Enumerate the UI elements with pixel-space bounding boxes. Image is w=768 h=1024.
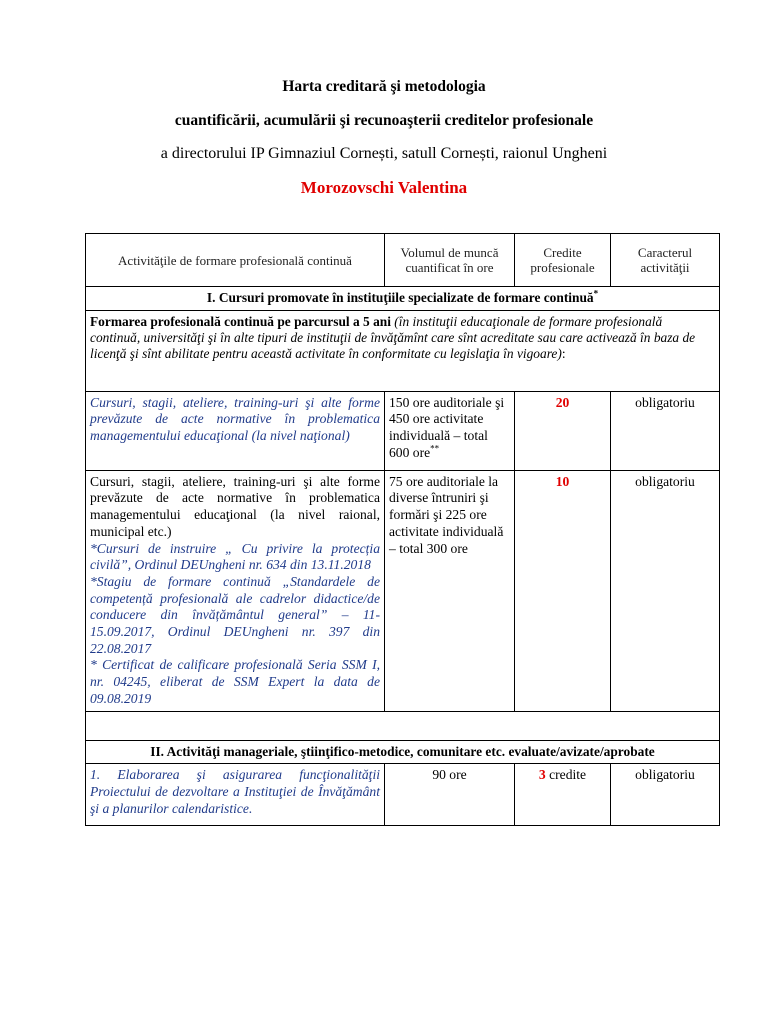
column-header-activities: Activităţile de formare profesională continuă (86, 234, 385, 287)
credit-table (85, 233, 720, 826)
table-row (86, 470, 720, 711)
row2-hours: 75 ore auditoriale la diverse întruniri şi formări şi 225 ore activitate individuală – total 300 ore (385, 470, 515, 711)
column-header-type: Caracterul activităţii (611, 234, 720, 287)
section1-title: I. Cursuri promovate în instituţiile specializate de formare continuă* (86, 287, 720, 311)
section-row (86, 740, 720, 764)
section2-title: II. Activităţi manageriale, ştiinţifico-metodice, comunitare etc. evaluate/avizate/aprobate (86, 740, 720, 764)
row1-activity: Cursuri, stagii, ateliere, training-uri şi alte forme prevăzute de acte normative în problematica managementului educaţional (la nivel naţional) (86, 391, 385, 470)
row1-type: obligatoriu (611, 391, 720, 470)
table-header-row (86, 234, 720, 287)
row3-hours: 90 ore (385, 764, 515, 826)
row3-type: obligatoriu (611, 764, 720, 826)
table-row (86, 764, 720, 826)
row2-type: obligatoriu (611, 470, 720, 711)
section-row (86, 287, 720, 311)
row2-evidence-2: *Stagiu de formare continuă „Standardele de competență profesională ale cadrelor didactice/de conducere din învățământul general” – 11-15.09.2017, Ordinul DEUngheni nr. 397 din 22.08.2017 (90, 573, 380, 656)
document-subtitle: a directorului IP Gimnaziul Cornești, satull Cornești, raionul Ungheni (160, 145, 608, 162)
row2-description: Cursuri, stagii, ateliere, training-uri şi alte forme prevăzute de acte normative în problematica managementului educaţional (la nivel raional, municipal etc.) (90, 473, 380, 539)
document-title-line1: Harta creditară şi metodologia (282, 78, 486, 95)
row3-activity: 1. Elaborarea şi asigurarea funcţionalităţii Proiectului de dezvoltare a Instituţiei de Învăţământ şi a planurilor calendaristice. (86, 764, 385, 826)
person-name: Morozovschi Valentina (300, 178, 468, 197)
table-row (86, 391, 720, 470)
column-header-hours: Volumul de muncă cuantificat în ore (385, 234, 515, 287)
section1-intro: Formarea profesională continuă pe parcursul a 5 ani (în instituţii educaţionale de formare profesională continuă, universităţi şi în alte tipuri de instituţii de învăţămînt care sînt acreditate sau care activează în baza de licenţă şi sînt abilitate pentru această activitate în conformitate cu legislaţia în vigoare): (86, 310, 720, 391)
row2-credits: 10 (515, 470, 611, 711)
intro-italic: (în instituţii educaţionale de formare profesională continuă, universităţi şi în alte tipuri de instituţii de învăţămînt care sînt acreditate sau care activează în baza de licenţă şi sînt abilitate pentru această activitate în conformitate cu legislaţia în vigoare) (90, 313, 696, 361)
row1-hours: 150 ore auditoriale şi 450 ore activitate individuală – total 600 ore** (385, 391, 515, 470)
empty-row (86, 711, 720, 740)
row2-evidence-1: *Cursuri de instruire „ Cu privire la protecția civilă”, Ordinul DEUngheni nr. 634 din 13.11.2018 (90, 540, 380, 573)
row3-credits: 3 credite (515, 764, 611, 826)
column-header-credits: Credite profesionale (515, 234, 611, 287)
row2-activity (86, 470, 385, 711)
row1-credits: 20 (515, 391, 611, 470)
intro-bold: Formarea profesională continuă pe parcursul a 5 ani (90, 313, 391, 329)
intro-row (86, 310, 720, 391)
document-title-line2: cuantificării, acumulării şi recunoaşterii creditelor profesionale (174, 112, 594, 129)
row2-evidence-3: * Certificat de calificare profesională Seria SSM I, nr. 04245, eliberat de SSM Expert la data de 09.08.2019 (90, 657, 380, 706)
